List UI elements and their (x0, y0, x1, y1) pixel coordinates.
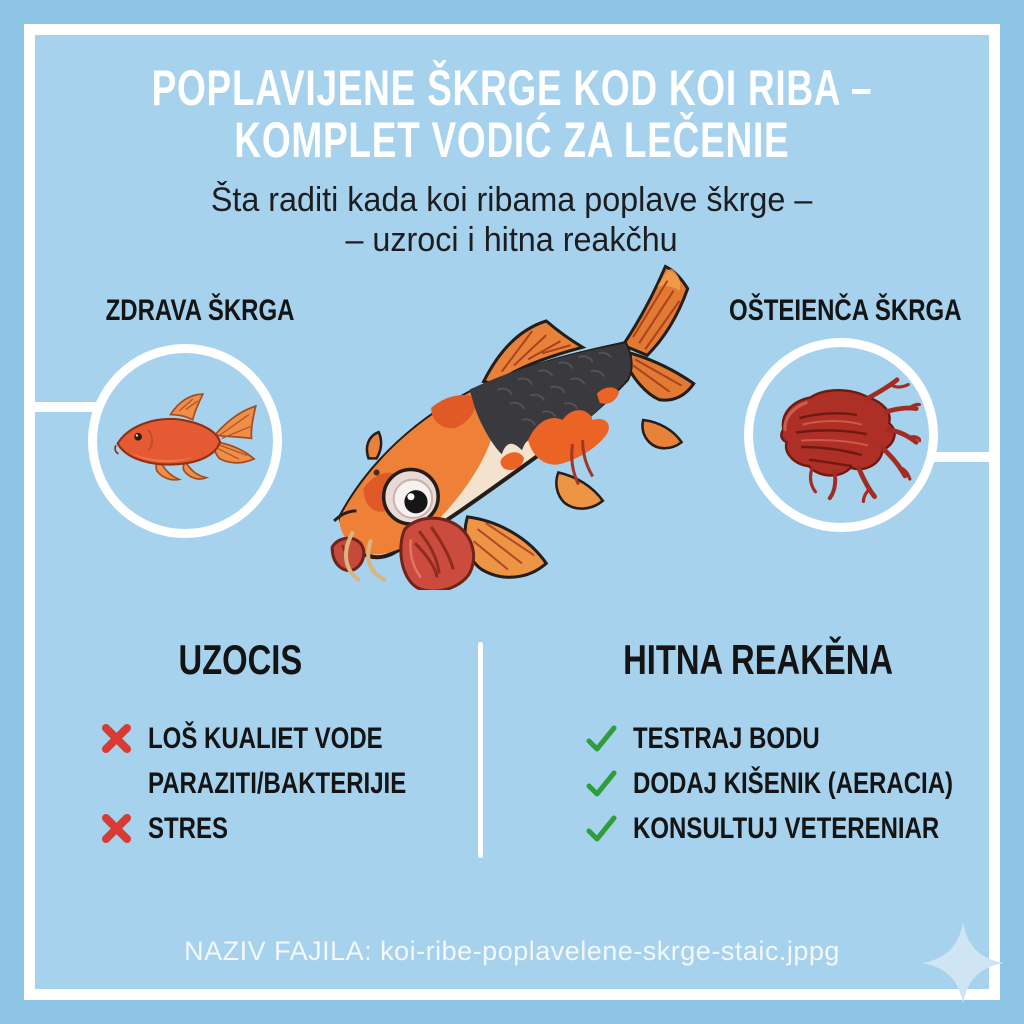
page-title (0, 62, 1024, 166)
cause-label: LOŠ KUALIET VODE (148, 721, 383, 755)
title-line-1: POPLAVIJENE ŠKRGE KOD KOI RIBA – (151, 60, 873, 116)
check-icon (585, 767, 618, 800)
action-label: DODAJ KIŠENIK (AERACIA) (633, 766, 954, 800)
list-item (100, 761, 471, 806)
damaged-gill-illustration (761, 366, 921, 504)
list-item (100, 806, 471, 851)
footer-filename-wrap (0, 936, 1024, 967)
page-subtitle (0, 180, 1024, 260)
check-icon (585, 722, 618, 755)
right-connector-line (932, 452, 996, 462)
footer-filename: NAZIV FAJILA: koi-ribe-poplavelene-skrge-staic.jppg (184, 936, 840, 966)
sparkle-icon (922, 922, 1004, 1004)
causes-heading: UZOCIS (178, 636, 302, 683)
check-icon (585, 812, 618, 845)
healthy-koi-illustration (104, 377, 266, 505)
actions-heading: HITNA REAKĚNA (623, 636, 894, 683)
list-item (585, 806, 1024, 851)
list-item (100, 716, 471, 761)
causes-heading-wrap (95, 636, 385, 684)
cause-label: PARAZITI/BAKTERIJIE (148, 766, 407, 800)
causes-list (100, 716, 471, 851)
title-line-2: KOMPLET VODIĆ ZA LEČENIE (234, 112, 790, 168)
list-item (585, 716, 1024, 761)
x-icon (100, 812, 133, 845)
cause-label: STRES (148, 811, 229, 845)
healthy-gill-label: ZDRAVA ŠKRGA (105, 294, 295, 327)
damaged-gill-circle (744, 338, 938, 532)
subtitle-line-2: – uzroci i hitna reakčhu (345, 221, 679, 259)
healthy-gill-circle (88, 344, 282, 538)
list-item (585, 761, 1024, 806)
actions-heading-wrap (585, 636, 915, 684)
action-label: KONSULTUJ VETERENIAR (633, 811, 940, 845)
healthy-gill-label-wrap (40, 294, 360, 328)
x-icon (100, 722, 133, 755)
column-divider-line (478, 642, 483, 858)
actions-list (585, 716, 1024, 851)
koi-fish-illustration (318, 256, 722, 590)
left-connector-line (28, 402, 100, 412)
action-label: TESTRAJ BODU (633, 721, 820, 755)
subtitle-line-1: Šta raditi kada koi ribama poplave škrge – (211, 181, 813, 219)
damaged-gill-label-wrap (685, 294, 1005, 328)
damaged-gill-label: OŠTEIENČA ŠKRGA (728, 294, 962, 327)
